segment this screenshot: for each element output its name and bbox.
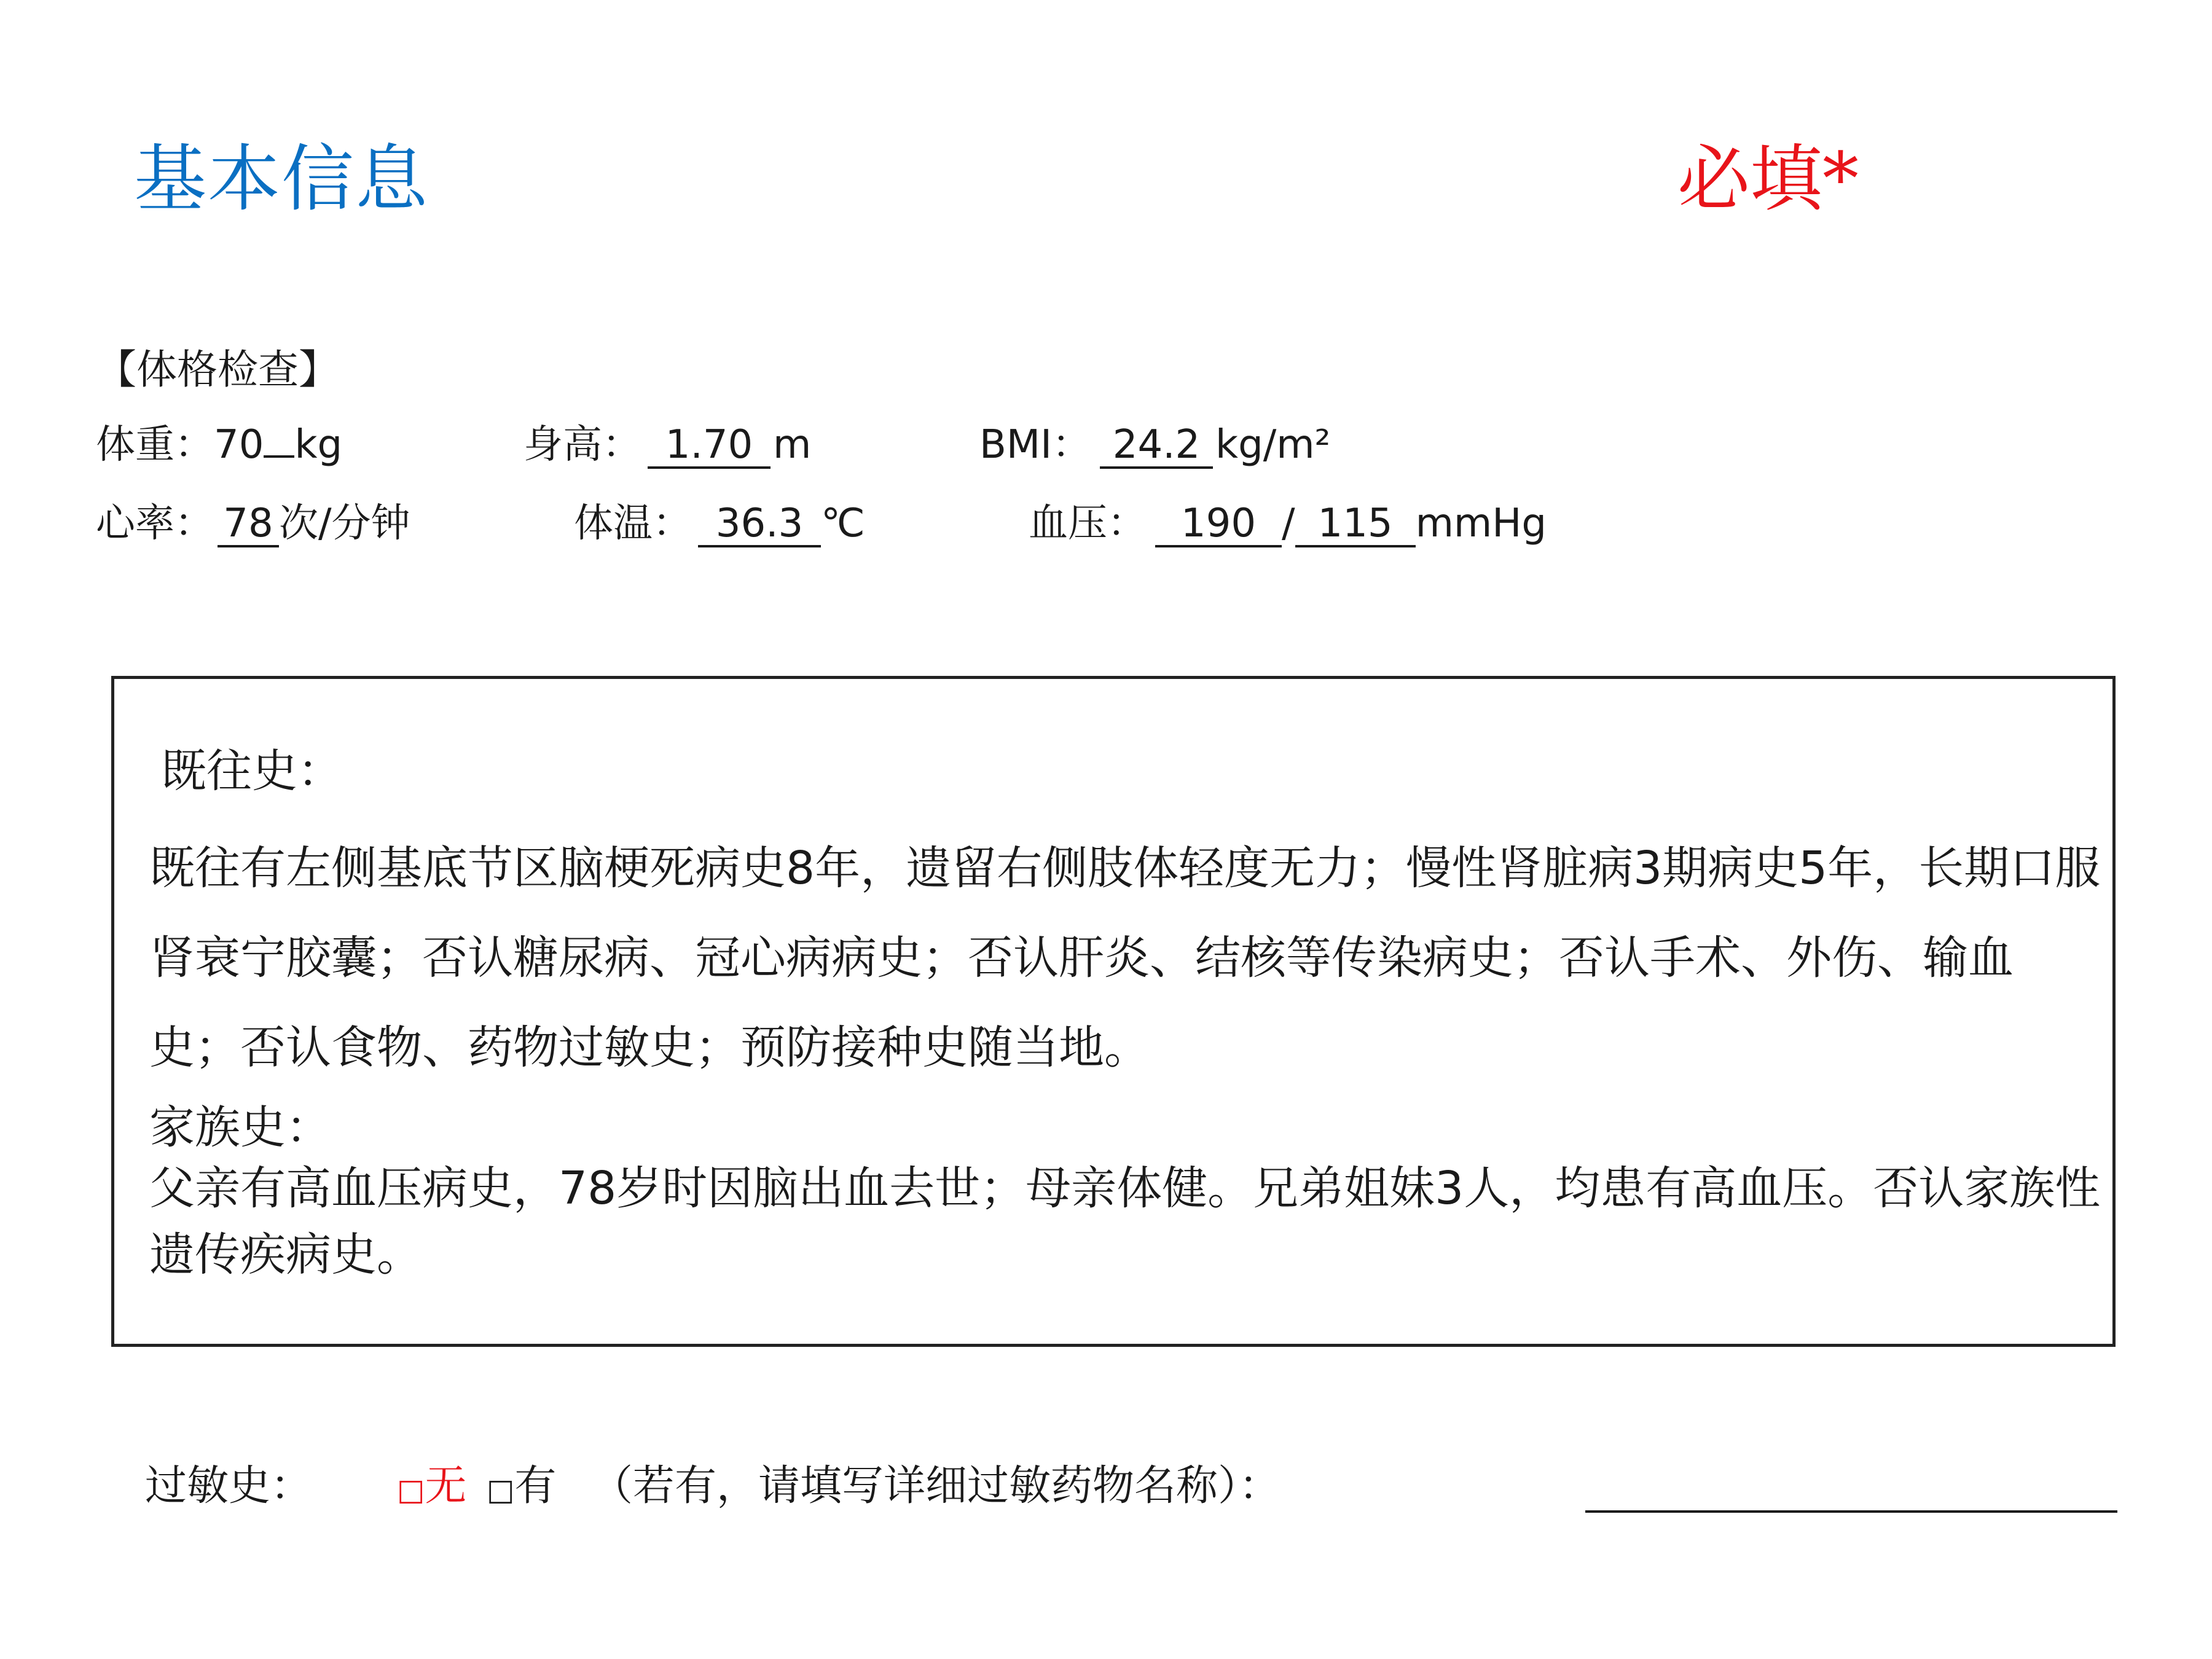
family-history-text: 父亲有高血压病史，78岁时因脑出血去世；母亲体健。兄弟姐妹3人，均患有高血压。否认家族性遗传疾病史。 — [149, 1162, 2101, 1281]
allergy-option-yes[interactable] — [487, 1453, 556, 1512]
heart-rate-value[interactable]: 78 — [218, 502, 279, 547]
allergy-option-yes-label: 有 — [514, 1462, 557, 1510]
family-history-label: 家族史： — [149, 1101, 331, 1154]
page-title: 基本信息 — [134, 136, 429, 221]
bmi-label: BMI： — [979, 422, 1091, 468]
height-field — [524, 413, 811, 469]
height-unit: m — [773, 422, 812, 468]
physical-exam-heading: 【体格检查】 — [96, 346, 339, 393]
heart-rate-label: 心率： — [96, 501, 214, 546]
checkbox-icon[interactable]: □ — [397, 1473, 425, 1507]
temperature-value[interactable]: 36.3 — [698, 502, 821, 547]
past-history-label: 既往史： — [161, 745, 343, 798]
allergy-option-none-label: 无 — [425, 1462, 467, 1510]
temperature-unit: ℃ — [821, 501, 865, 546]
height-label: 身高： — [524, 422, 641, 468]
bp-separator: / — [1282, 501, 1295, 546]
bmi-unit: kg/m² — [1215, 422, 1331, 468]
blood-pressure-label: 血压： — [1029, 501, 1147, 546]
allergy-drug-input-line[interactable] — [1585, 1510, 2117, 1513]
blood-pressure-field — [1029, 492, 1547, 548]
weight-label: 体重： — [96, 422, 214, 468]
heart-rate-field — [96, 492, 410, 548]
allergy-label: 过敏史： — [145, 1462, 313, 1510]
allergy-hint: （若有，请填写详细过敏药物名称）： — [591, 1462, 1281, 1510]
bmi-field — [979, 413, 1330, 469]
required-mark: 必填* — [1677, 136, 1859, 221]
temperature-label: 体温： — [574, 501, 692, 546]
bmi-value[interactable]: 24.2 — [1100, 423, 1213, 469]
temperature-field — [574, 492, 865, 548]
diastolic-value[interactable]: 115 — [1295, 502, 1416, 547]
height-value[interactable]: 1.70 — [648, 423, 771, 469]
past-history-text: 既往有左侧基底节区脑梗死病史8年，遗留右侧肢体轻度无力；慢性肾脏病3期病史5年，长期口服肾衰宁胶囊；否认糖尿病、冠心病病史；否认肝炎、结核等传染病史；否认手术、外伤、输血史；否认食物、药物过敏史；预防接种史随当地。 — [149, 842, 2101, 1074]
weight-blank — [264, 455, 294, 458]
blood-pressure-unit: mmHg — [1415, 501, 1547, 546]
weight-field — [96, 413, 342, 469]
systolic-value[interactable]: 190 — [1155, 502, 1282, 547]
heart-rate-unit: 次/分钟 — [279, 501, 410, 546]
checkbox-icon[interactable]: □ — [487, 1473, 515, 1507]
weight-unit: kg — [294, 422, 343, 468]
allergy-option-none[interactable] — [397, 1453, 466, 1512]
weight-value[interactable]: 70 — [214, 422, 264, 468]
